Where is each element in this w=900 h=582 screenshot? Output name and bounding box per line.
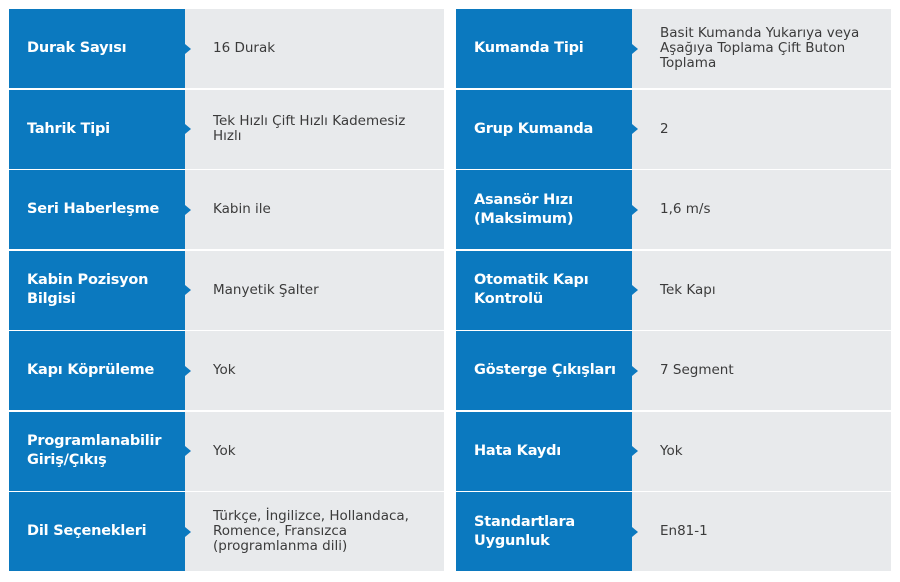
spec-row-programlanabilir [9,412,444,491]
arrow-right-icon [632,205,638,215]
spec-label: Asansör Hızı (Maksimum) [456,170,632,249]
arrow-right-icon [632,366,638,376]
spec-value: Tek Hızlı Çift Hızlı Kademesiz Hızlı [185,90,444,169]
spec-label: Kumanda Tipi [456,9,632,88]
spec-label: Tahrik Tipi [9,90,185,169]
spec-label: Kabin Pozisyon Bilgisi [9,251,185,330]
spec-row-kumanda-tipi [456,9,891,88]
arrow-right-icon [185,285,191,295]
spec-label: Kapı Köprüleme [9,331,185,410]
arrow-right-icon [632,124,638,134]
spec-label: Standartlara Uygunluk [456,492,632,571]
spec-row-seri-haberlesme [9,170,444,249]
spec-table-left [9,9,444,573]
spec-value: 16 Durak [185,9,444,88]
spec-row-grup-kumanda [456,90,891,169]
spec-row-dil-secenekleri [9,492,444,571]
arrow-right-icon [185,205,191,215]
spec-row-gosterge [456,331,891,410]
spec-label: Otomatik Kapı Kontrolü [456,251,632,330]
spec-value: Yok [632,412,891,491]
arrow-right-icon [632,285,638,295]
spec-value: Kabin ile [185,170,444,249]
spec-value: 1,6 m/s [632,170,891,249]
spec-value: Basit Kumanda Yukarıya veya Aşağıya Toplama Çift Buton Toplama [632,9,891,88]
spec-row-asansor-hizi [456,170,891,249]
spec-row-durak-sayisi [9,9,444,88]
arrow-right-icon [185,527,191,537]
spec-label: Programlanabilir Giriş/Çıkış [9,412,185,491]
spec-table-right [456,9,891,573]
arrow-right-icon [632,446,638,456]
arrow-right-icon [185,44,191,54]
spec-value: Yok [185,412,444,491]
spec-label: Dil Seçenekleri [9,492,185,571]
spec-value: Manyetik Şalter [185,251,444,330]
spec-value: Yok [185,331,444,410]
spec-row-kabin-pozisyon [9,251,444,330]
spec-label: Seri Haberleşme [9,170,185,249]
spec-label: Gösterge Çıkışları [456,331,632,410]
arrow-right-icon [185,446,191,456]
spec-row-kapi-kopruleme [9,331,444,410]
spec-label: Durak Sayısı [9,9,185,88]
spec-label: Hata Kaydı [456,412,632,491]
spec-label: Grup Kumanda [456,90,632,169]
spec-row-standartlar [456,492,891,571]
spec-value: Türkçe, İngilizce, Hollandaca, Romence, Fransızca (programlanma dili) [185,492,444,571]
arrow-right-icon [185,366,191,376]
arrow-right-icon [185,124,191,134]
spec-value: Tek Kapı [632,251,891,330]
spec-value: En81-1 [632,492,891,571]
spec-row-hata-kaydi [456,412,891,491]
arrow-right-icon [632,44,638,54]
spec-row-tahrik-tipi [9,90,444,169]
spec-row-otomatik-kapi [456,251,891,330]
arrow-right-icon [632,527,638,537]
spec-value: 2 [632,90,891,169]
spec-value: 7 Segment [632,331,891,410]
